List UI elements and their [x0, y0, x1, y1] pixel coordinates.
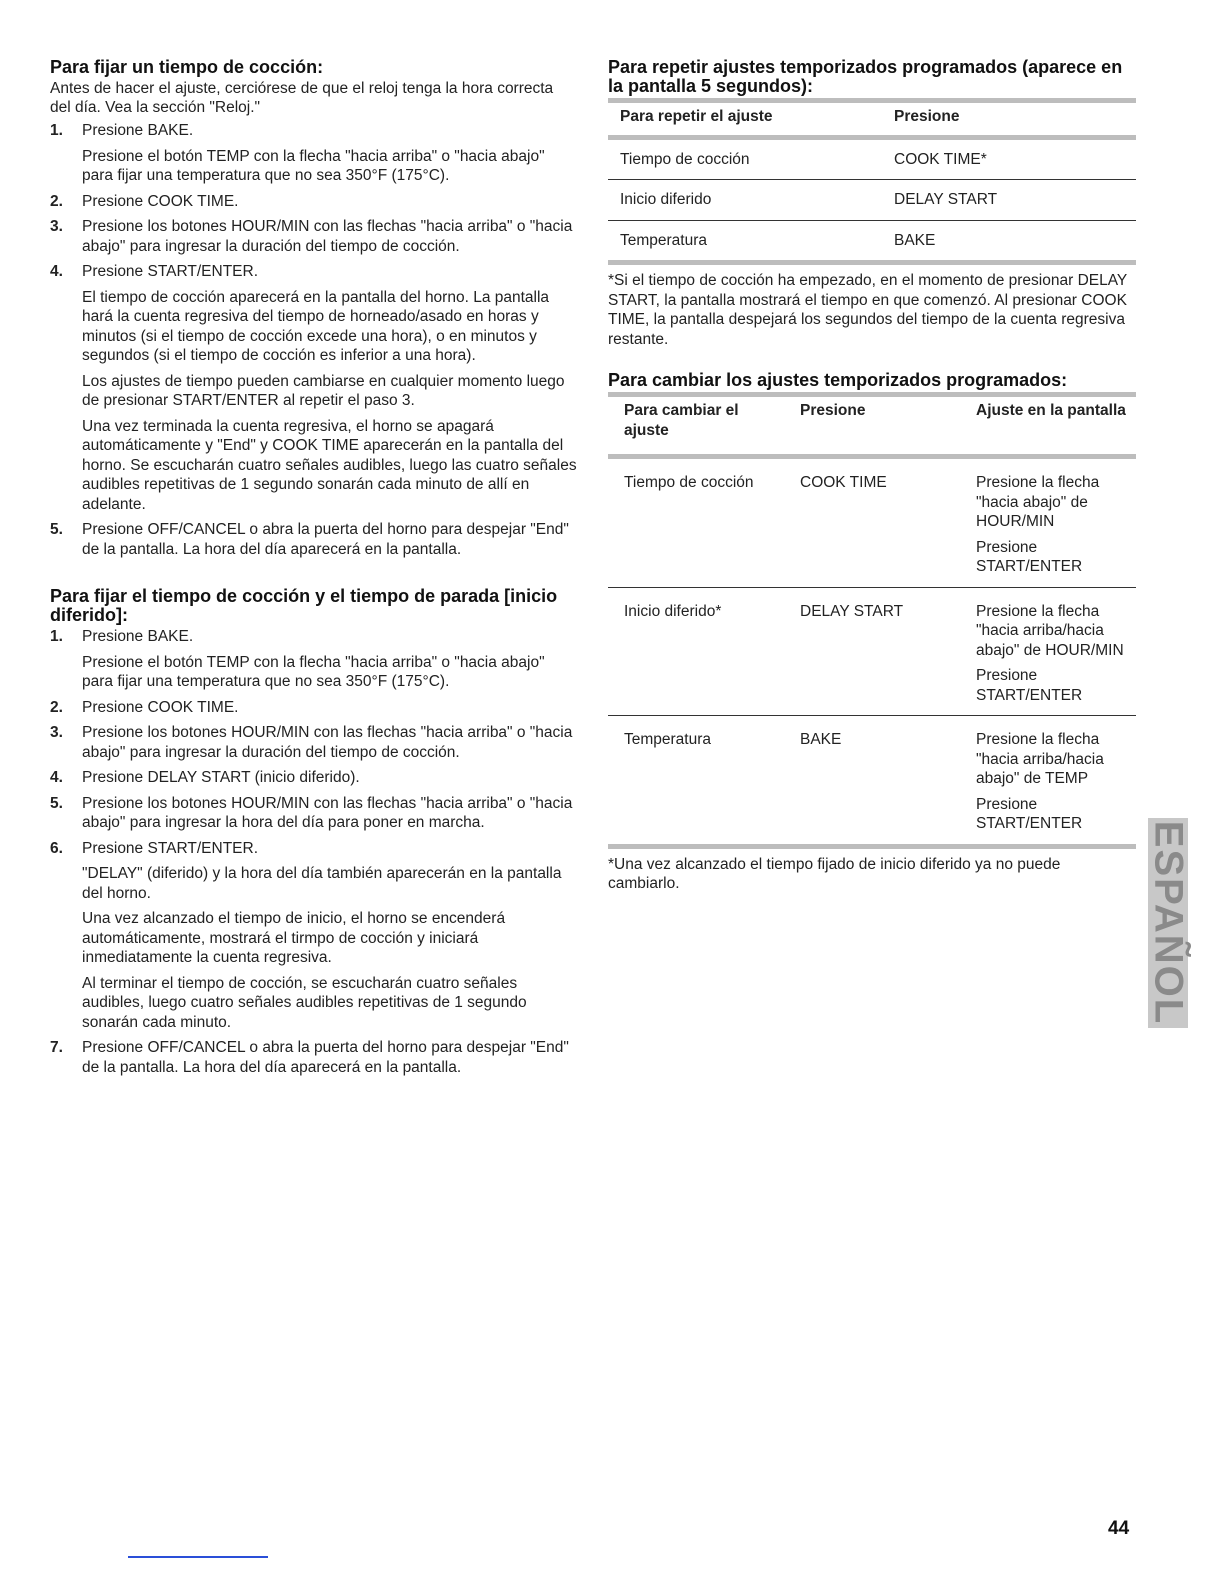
table-cell: Tiempo de cocción	[608, 137, 882, 180]
right-column	[608, 58, 1136, 894]
page-number: 44	[1108, 1518, 1130, 1539]
step-item	[50, 121, 578, 186]
heading-cook-time: Para fijar un tiempo de cocción:	[50, 57, 324, 77]
step-text: Presione OFF/CANCEL o abra la puerta del horno para despejar "End" de la pantalla. La hora del día aparecerá en la pantalla.	[82, 1039, 569, 1076]
step-text: Presione BAKE.	[82, 122, 194, 139]
heading-change-settings: Para cambiar los ajustes temporizados programados:	[608, 370, 1068, 390]
display-instruction: Presione START/ENTER	[976, 667, 1083, 704]
display-instruction: Presione la flecha "hacia arriba/hacia abajo" de HOUR/MIN	[976, 602, 1124, 659]
step-text: Presione COOK TIME.	[82, 698, 239, 716]
table-row	[608, 587, 1136, 716]
step-number: 4.	[50, 769, 63, 786]
step-item	[50, 217, 578, 256]
table-cell-setting: Inicio diferido*	[608, 587, 784, 716]
step-number: 5.	[50, 794, 63, 812]
table-cell: Temperatura	[608, 220, 882, 263]
table-cell-display	[960, 587, 1136, 716]
step-item	[50, 839, 578, 1033]
step-number: 4.	[50, 263, 63, 280]
step-text: Presione el botón TEMP con la flecha "hacia arriba" o "hacia abajo" para fijar una temperatura que no sea 350°F (175°C).	[82, 653, 545, 690]
step-item	[50, 192, 578, 212]
step-number: 1.	[50, 122, 63, 139]
table-row	[608, 180, 1136, 221]
table-cell-press: COOK TIME	[784, 457, 960, 588]
step-number: 3.	[50, 218, 63, 235]
table-row	[608, 137, 1136, 180]
heading-delay-start: Para fijar el tiempo de cocción y el tiempo de parada [inicio diferido]:	[50, 586, 558, 625]
left-column	[50, 58, 578, 1083]
step-text: Presione DELAY START (inicio diferido).	[82, 769, 360, 786]
language-tab-label: ESPAÑOL	[1146, 820, 1191, 1026]
table-cell-display	[960, 457, 1136, 588]
table-header: Presione	[784, 395, 960, 457]
step-number: 3.	[50, 724, 63, 741]
display-instruction: Presione la flecha "hacia arriba/hacia abajo" de TEMP	[976, 731, 1104, 787]
table-cell-display	[960, 716, 1136, 847]
change-settings-table	[608, 392, 1136, 849]
step-number: 7.	[50, 1039, 63, 1056]
step-text: El tiempo de cocción aparecerá en la pantalla del horno. La pantalla hará la cuenta regresiva del tiempo de horneado/asado en horas y minutos (si el tiempo de cocción excede una hora), o en minutos y segundos (si el tiempo de cocción es inferior a una hora).	[82, 288, 550, 364]
table-cell-press: BAKE	[784, 716, 960, 847]
step-text: Presione los botones HOUR/MIN con las flechas "hacia arriba" o "hacia abajo" para ingresar la hora del día para poner en marcha.	[82, 794, 573, 831]
step-text: Presione COOK TIME.	[82, 192, 239, 210]
table-header: Para repetir el ajuste	[608, 101, 882, 138]
link-underline	[128, 1556, 268, 1558]
steps-cook-time	[50, 121, 578, 559]
table-header: Presione	[882, 101, 1136, 138]
display-instruction: Presione START/ENTER	[976, 795, 1083, 832]
step-item	[50, 627, 578, 692]
repeat-footnote: *Si el tiempo de cocción ha empezado, en el momento de presionar DELAY START, la pantalla mostrará el tiempo en que comenzó. Al presionar COOK TIME, la pantalla despejará los segundos del tiempo de la cuenta regresiva restante.	[608, 272, 1127, 348]
step-text: Presione OFF/CANCEL o abra la puerta del horno para despejar "End" de la pantalla. La hora del día aparecerá en la pantalla.	[82, 521, 569, 558]
table-cell: BAKE	[882, 220, 1136, 263]
table-cell-setting: Tiempo de cocción	[608, 457, 784, 588]
step-text: Presione el botón TEMP con la flecha "hacia arriba" o "hacia abajo" para fijar una temperatura que no sea 350°F (175°C).	[82, 147, 545, 184]
step-number: 2.	[50, 698, 63, 716]
step-text: Presione START/ENTER.	[82, 839, 259, 857]
step-text: Presione BAKE.	[82, 628, 194, 645]
step-text: Una vez terminada la cuenta regresiva, el horno se apagará automáticamente y "End" y COOK TIME aparecerán en la pantalla del horno. Se escucharán cuatro señales audibles, luego las cuatro señales audibles repetitivas de 1 segundo sonarán cada minuto de allí en adelante.	[82, 417, 577, 513]
step-number: 1.	[50, 628, 63, 645]
step-text: "DELAY" (diferido) y la hora del día también aparecerán en la pantalla del horno.	[82, 865, 562, 902]
step-number: 2.	[50, 192, 63, 210]
display-instruction: Presione la flecha "hacia abajo" de HOUR/MIN	[976, 474, 1100, 530]
step-item	[50, 698, 578, 718]
table-row	[608, 220, 1136, 263]
step-item	[50, 794, 578, 833]
step-item	[50, 262, 578, 514]
change-footnote: *Una vez alcanzado el tiempo fijado de inicio diferido ya no puede cambiarlo.	[608, 855, 1061, 892]
table-cell: DELAY START	[882, 180, 1136, 221]
step-number: 5.	[50, 521, 63, 538]
table-header: Ajuste en la pantalla	[960, 395, 1136, 457]
steps-delay-start	[50, 627, 578, 1077]
step-item	[50, 1038, 578, 1077]
step-text: Presione START/ENTER.	[82, 263, 259, 280]
step-text: Una vez alcanzado el tiempo de inicio, el horno se encenderá automáticamente, mostrará el tirmpo de cocción y iniciará inmediatamente la cuenta regresiva.	[82, 910, 506, 966]
step-text: Los ajustes de tiempo pueden cambiarse en cualquier momento luego de presionar START/ENTER al repetir el paso 3.	[82, 372, 565, 409]
step-text: Presione los botones HOUR/MIN con las flechas "hacia arriba" o "hacia abajo" para ingresar la duración del tiempo de cocción.	[82, 724, 573, 761]
heading-repeat-settings: Para repetir ajustes temporizados programados (aparece en la pantalla 5 segundos):	[608, 57, 1123, 96]
step-item	[50, 520, 578, 559]
step-text: Presione los botones HOUR/MIN con las flechas "hacia arriba" o "hacia abajo" para ingresar la duración del tiempo de cocción.	[82, 218, 573, 255]
table-header: Para cambiar el ajuste	[608, 395, 784, 457]
step-item	[50, 768, 578, 788]
repeat-settings-table	[608, 98, 1136, 265]
display-instruction: Presione START/ENTER	[976, 538, 1083, 575]
table-cell-setting: Temperatura	[608, 716, 784, 847]
table-cell-press: DELAY START	[784, 587, 960, 716]
table-cell: Inicio diferido	[608, 180, 882, 221]
step-text: Al terminar el tiempo de cocción, se escucharán cuatro señales audibles, luego cuatro señales audibles repetitivas de 1 segundo sonarán cada minuto.	[82, 974, 527, 1031]
table-cell: COOK TIME*	[882, 137, 1136, 180]
intro-cook-time: Antes de hacer el ajuste, cerciórese de que el reloj tenga la hora correcta del día. Vea la sección "Reloj."	[50, 80, 554, 116]
step-number: 6.	[50, 839, 63, 857]
table-row	[608, 716, 1136, 847]
table-row	[608, 457, 1136, 588]
step-item	[50, 723, 578, 762]
